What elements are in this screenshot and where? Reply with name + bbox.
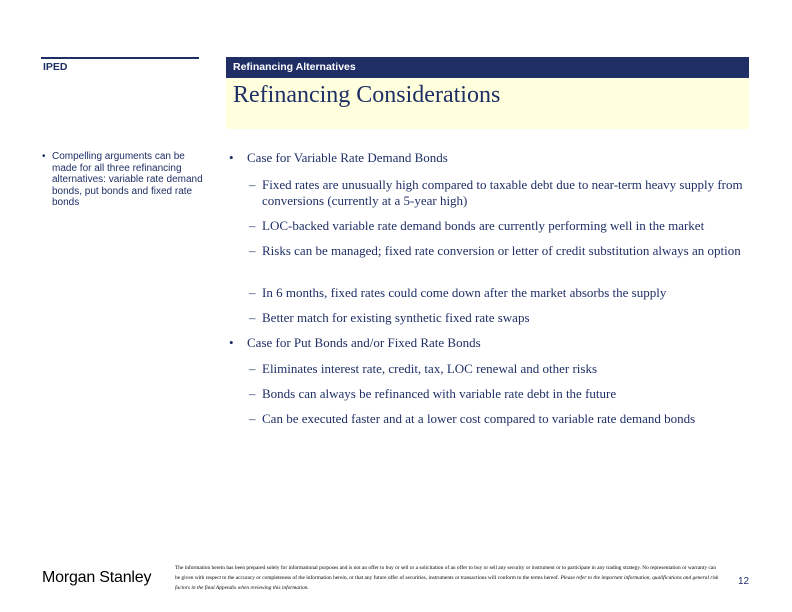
list-item: [249, 310, 744, 326]
dash: –: [249, 285, 256, 300]
section-label: IPED: [43, 61, 68, 73]
list-item-text: Bonds can always be refinanced with variable rate debt in the future: [262, 386, 617, 401]
dash: –: [249, 177, 256, 192]
page-number: 12: [738, 576, 750, 587]
dash: –: [249, 386, 256, 401]
bullet: •: [229, 150, 234, 165]
dash: –: [249, 361, 256, 376]
sidebar-note: [42, 151, 210, 209]
disclaimer-italic: Please refer to the important information, qualifications and general risk factors in the final Appendix when reviewing this information.: [175, 575, 719, 591]
list-item-text: Risks can be managed; fixed rate conversion or letter of credit substitution always an option: [262, 243, 741, 258]
dash: –: [249, 310, 256, 325]
disclaimer: [175, 563, 720, 593]
list-item: [249, 361, 744, 377]
list-item-text: Better match for existing synthetic fixed rate swaps: [262, 310, 530, 325]
sidebar-text: Compelling arguments can be made for all three refinancing alternatives: variable rate demand bonds, put bonds and fixed rate bonds: [52, 151, 203, 208]
case1-heading-item: [229, 150, 744, 166]
page-title: Refinancing Considerations: [233, 82, 501, 108]
list-item: [249, 285, 744, 301]
list-item-text: Can be executed faster and at a lower cost compared to variable rate demand bonds: [262, 411, 696, 426]
list-item-text: In 6 months, fixed rates could come down after the market absorbs the supply: [262, 285, 667, 300]
list-item-text: Eliminates interest rate, credit, tax, LOC renewal and other risks: [262, 361, 597, 376]
case1-heading: Case for Variable Rate Demand Bonds: [247, 150, 448, 165]
tab-label: Refinancing Alternatives: [233, 61, 356, 73]
list-item: [249, 411, 744, 427]
disclaimer-text: The information herein has been prepared solely for informational purposes and is not an offer to buy or sell or a solicitation of an offer to buy or sell any security or instrument or to participate in any trading strategy. No representation or warranty can be given with respect to the accuracy or completeness of the information herein, or that any future offer of securities, instruments or transactions will conform to the terms hereof.: [175, 565, 716, 581]
dash: –: [249, 243, 256, 258]
section-rule: [41, 57, 199, 59]
list-item: [249, 218, 744, 234]
morgan-stanley-logo: Morgan Stanley: [42, 569, 152, 586]
list-item-text: Fixed rates are unusually high compared to taxable debt due to near-term heavy supply from conversions (currently at a 5-year high): [262, 177, 743, 208]
list-item: [249, 243, 744, 259]
list-item: [249, 386, 744, 402]
case2-heading-item: [229, 335, 744, 351]
dash: –: [249, 218, 256, 233]
case2-heading: Case for Put Bonds and/or Fixed Rate Bonds: [247, 335, 481, 350]
list-item-text: LOC-backed variable rate demand bonds are currently performing well in the market: [262, 218, 705, 233]
list-item: [249, 177, 744, 209]
dash: –: [249, 411, 256, 426]
sidebar-bullet: •: [42, 151, 46, 162]
bullet: •: [229, 335, 234, 350]
